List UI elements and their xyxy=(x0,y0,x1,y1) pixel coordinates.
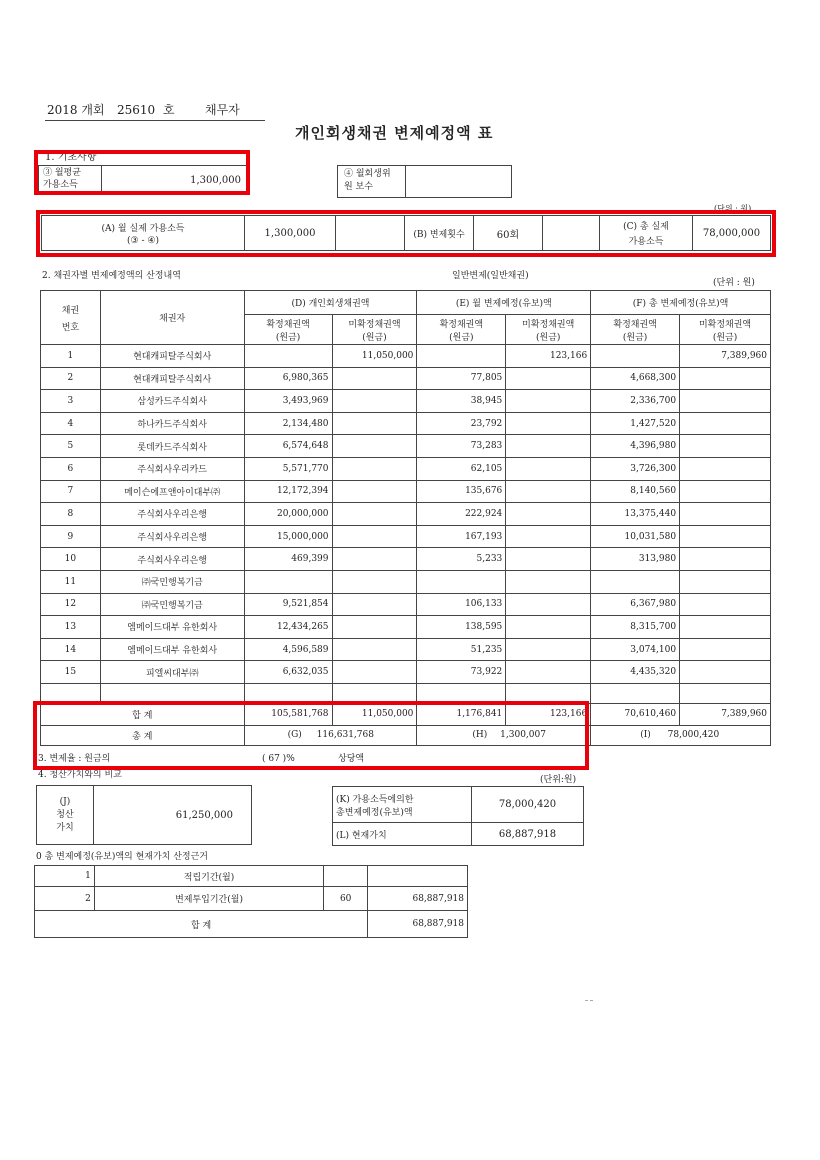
row-e-unfixed xyxy=(506,367,591,390)
creditor-rows xyxy=(41,345,771,704)
row-no: 9 xyxy=(41,525,101,548)
row-f-unfixed xyxy=(680,390,771,413)
row-creditor: 하나카드주식회사 xyxy=(100,412,244,435)
row-f-fixed: 2,336,700 xyxy=(591,390,680,413)
row-e-fixed xyxy=(417,345,506,368)
row-creditor: 주식회사우리은행 xyxy=(100,548,244,571)
sum-d-fixed: 105,581,768 xyxy=(244,703,332,725)
row-e-fixed: 73,283 xyxy=(417,435,506,458)
basis-total-value: 68,887,918 xyxy=(368,911,468,938)
table-row xyxy=(41,435,771,458)
row-f-unfixed xyxy=(680,683,771,703)
row-e-unfixed xyxy=(506,616,591,639)
row-d-unfixed xyxy=(332,616,417,639)
sum-label: 합 계 xyxy=(41,703,245,725)
monthly-income-label-2: 가용소득 xyxy=(43,180,78,190)
sum-d-unfixed: 11,050,000 xyxy=(332,703,417,725)
row-d-fixed: 2,134,480 xyxy=(244,412,332,435)
row-e-fixed: 5,233 xyxy=(417,548,506,571)
a-value: 1,300,000 xyxy=(245,216,336,251)
row-d-fixed: 12,434,265 xyxy=(244,616,332,639)
row-d-fixed: 4,596,589 xyxy=(244,638,332,661)
row-f-fixed: 3,074,100 xyxy=(591,638,680,661)
section4-heading: 4. 청산가치와의 비교 xyxy=(38,770,122,780)
rate-suffix: 상당액 xyxy=(338,754,365,764)
row-f-fixed: 3,726,300 xyxy=(591,457,680,480)
table-row xyxy=(41,661,771,684)
monthly-income-label: ③ 월평균 xyxy=(43,168,81,178)
k-label: (K) 가용소득에의한 총변제예정(유보)액 xyxy=(333,787,472,823)
sub-f-unfixed: 미확정채권액 (원금) xyxy=(680,315,771,345)
row-d-unfixed xyxy=(332,435,417,458)
row-no: 15 xyxy=(41,661,101,684)
table-row xyxy=(41,345,771,368)
row-f-fixed xyxy=(591,570,680,593)
col-creditor-header: 채권자 xyxy=(100,291,244,345)
unit-top: (단위 : 원) xyxy=(714,204,752,213)
row-e-unfixed xyxy=(506,525,591,548)
row-f-fixed xyxy=(591,683,680,703)
row-no: 13 xyxy=(41,616,101,639)
k-value: 78,000,420 xyxy=(472,787,584,823)
sub-d-unfixed: 미확정채권액 (원금) xyxy=(332,315,417,345)
row-no: 12 xyxy=(41,593,101,616)
row-d-fixed xyxy=(244,570,332,593)
row-e-fixed: 73,922 xyxy=(417,661,506,684)
row-e-unfixed xyxy=(506,503,591,526)
row-f-fixed: 4,435,320 xyxy=(591,661,680,684)
row-e-fixed: 106,133 xyxy=(417,593,506,616)
row-f-fixed: 10,031,580 xyxy=(591,525,680,548)
row-d-fixed: 6,574,648 xyxy=(244,435,332,458)
row-f-fixed: 6,367,980 xyxy=(591,593,680,616)
row-creditor: 메이슨에프앤아이대부㈜ xyxy=(100,480,244,503)
row-f-unfixed xyxy=(680,435,771,458)
row-no: 1 xyxy=(41,345,101,368)
trustee-fee-box xyxy=(337,165,512,198)
sum-e-fixed: 1,176,841 xyxy=(417,703,506,725)
trustee-fee-label: ④ 월회생위 xyxy=(344,169,391,179)
row-d-unfixed xyxy=(332,480,417,503)
row-d-unfixed xyxy=(332,661,417,684)
case-number: 25610 xyxy=(117,103,156,117)
basis-row2-no: 2 xyxy=(35,887,95,911)
row-no: 11 xyxy=(41,570,101,593)
row-creditor: 주식회사우리은행 xyxy=(100,525,244,548)
row-d-fixed xyxy=(244,345,332,368)
row-no: 7 xyxy=(41,480,101,503)
g-label: (G) xyxy=(287,730,302,741)
monthly-income-value: 1,300,000 xyxy=(190,175,241,186)
table-row xyxy=(41,480,771,503)
row-f-unfixed xyxy=(680,661,771,684)
basis-row2-months: 60 xyxy=(324,887,368,911)
repayment-rate: ( 67 )% xyxy=(262,754,295,764)
row-creditor: 피엘씨대부㈜ xyxy=(100,661,244,684)
sub-f-fixed: 확정채권액 (원금) xyxy=(591,315,680,345)
row-creditor: ㈜국민행복기금 xyxy=(100,593,244,616)
row-e-fixed: 62,105 xyxy=(417,457,506,480)
year-label: 2018 개회 xyxy=(47,103,105,117)
row-d-fixed: 5,571,770 xyxy=(244,457,332,480)
h-label: (H) xyxy=(472,730,488,741)
row-f-unfixed xyxy=(680,548,771,571)
i-label: (I) xyxy=(640,730,651,741)
l-value: 68,887,918 xyxy=(472,823,584,846)
table-row xyxy=(41,638,771,661)
row-f-fixed: 4,668,300 xyxy=(591,367,680,390)
case-suffix: 호 xyxy=(163,103,175,117)
a-label: (A) 월 실제 가용소득 (③ - ④) xyxy=(42,216,245,251)
table-row xyxy=(41,457,771,480)
creditor-table xyxy=(40,290,771,746)
table-row xyxy=(41,525,771,548)
row-e-unfixed xyxy=(506,412,591,435)
row-e-fixed: 135,676 xyxy=(417,480,506,503)
row-e-unfixed xyxy=(506,457,591,480)
row-creditor: 현대캐피탈주식회사 xyxy=(100,367,244,390)
row-d-fixed: 9,521,854 xyxy=(244,593,332,616)
table-row xyxy=(41,616,771,639)
col-d-header: (D) 개인회생채권액 xyxy=(244,291,417,315)
row-no: 3 xyxy=(41,390,101,413)
sum-f-unfixed: 7,389,960 xyxy=(680,703,771,725)
row-no: 2 xyxy=(41,367,101,390)
row-creditor: 엠메이드대부 유한회사 xyxy=(100,638,244,661)
table-row xyxy=(41,570,771,593)
debtor-label: 채무자 xyxy=(205,103,240,117)
row-d-unfixed xyxy=(332,412,417,435)
basis-row2-value: 68,887,918 xyxy=(368,887,468,911)
row-f-fixed xyxy=(591,345,680,368)
row-d-fixed: 12,172,394 xyxy=(244,480,332,503)
c-value: 78,000,000 xyxy=(693,216,771,251)
row-e-fixed: 167,193 xyxy=(417,525,506,548)
repayment-mode: 일반변제(일반채권) xyxy=(452,271,529,281)
row-e-fixed: 23,792 xyxy=(417,412,506,435)
h-value: 1,300,007 xyxy=(500,730,546,741)
j-label: (J) 청산 가치 xyxy=(37,786,94,845)
row-d-unfixed xyxy=(332,570,417,593)
row-d-unfixed xyxy=(332,593,417,616)
row-f-fixed: 13,375,440 xyxy=(591,503,680,526)
row-d-unfixed xyxy=(332,638,417,661)
row-f-unfixed xyxy=(680,457,771,480)
row-d-unfixed: 11,050,000 xyxy=(332,345,417,368)
table-row xyxy=(41,593,771,616)
row-e-unfixed xyxy=(506,593,591,616)
highlight-totals xyxy=(33,701,589,770)
row-no: 5 xyxy=(41,435,101,458)
row-f-fixed: 8,315,700 xyxy=(591,616,680,639)
row-no: 4 xyxy=(41,412,101,435)
sub-e-fixed: 확정채권액 (원금) xyxy=(417,315,506,345)
grand-i xyxy=(591,725,771,745)
row-f-fixed: 4,396,980 xyxy=(591,435,680,458)
c-label: (C) 총 실제 가용소득 xyxy=(600,216,693,251)
basis-row1-label: 적립기간(월) xyxy=(94,866,323,887)
row-e-fixed: 51,235 xyxy=(417,638,506,661)
highlight-monthly-income xyxy=(34,150,250,195)
row-e-unfixed xyxy=(506,548,591,571)
b-label: (B) 변제횟수 xyxy=(405,216,474,251)
l-label: (L) 현재가치 xyxy=(333,823,472,846)
row-d-unfixed xyxy=(332,390,417,413)
unit-section4: (단위:원) xyxy=(540,775,577,785)
basis-row2-label: 변제투입기간(월) xyxy=(94,887,323,911)
section1-heading: 1. 기초사항 xyxy=(45,152,97,163)
row-f-unfixed xyxy=(680,367,771,390)
row-f-fixed: 1,427,520 xyxy=(591,412,680,435)
row-e-unfixed xyxy=(506,570,591,593)
row-e-fixed: 138,595 xyxy=(417,616,506,639)
sub-d-fixed: 확정채권액 (원금) xyxy=(244,315,332,345)
col-f-header: (F) 총 변제예정(유보)액 xyxy=(591,291,771,315)
row-d-unfixed xyxy=(332,457,417,480)
row-e-fixed: 38,945 xyxy=(417,390,506,413)
table-row xyxy=(41,390,771,413)
row-d-unfixed xyxy=(332,525,417,548)
row-f-unfixed xyxy=(680,480,771,503)
header-underline xyxy=(45,120,265,121)
row-creditor: 주식회사우리은행 xyxy=(100,503,244,526)
row-creditor: 주식회사우리카드 xyxy=(100,457,244,480)
row-f-unfixed xyxy=(680,616,771,639)
row-e-unfixed xyxy=(506,435,591,458)
row-creditor: 삼성카드주식회사 xyxy=(100,390,244,413)
row-creditor: 현대캐피탈주식회사 xyxy=(100,345,244,368)
table-row xyxy=(41,367,771,390)
row-d-fixed: 6,980,365 xyxy=(244,367,332,390)
present-value-table xyxy=(332,786,584,846)
row-f-unfixed xyxy=(680,593,771,616)
table-row xyxy=(41,412,771,435)
row-e-fixed: 222,924 xyxy=(417,503,506,526)
row-f-unfixed xyxy=(680,638,771,661)
row-f-unfixed xyxy=(680,412,771,435)
table-row xyxy=(41,548,771,571)
row-f-unfixed xyxy=(680,503,771,526)
row-d-unfixed xyxy=(332,548,417,571)
liquidation-table xyxy=(36,785,252,845)
row-f-unfixed xyxy=(680,525,771,548)
basis-row1-no: 1 xyxy=(35,866,95,887)
i-value: 78,000,420 xyxy=(667,730,720,741)
row-e-fixed: 77,805 xyxy=(417,367,506,390)
unit-section2: (단위 : 원) xyxy=(713,278,755,288)
present-value-basis-table xyxy=(34,865,468,938)
col-no-header: 채권 번호 xyxy=(41,291,101,345)
row-e-fixed xyxy=(417,570,506,593)
row-d-fixed: 6,632,035 xyxy=(244,661,332,684)
row-d-fixed: 469,399 xyxy=(244,548,332,571)
row-creditor: ㈜국민행복기금 xyxy=(100,570,244,593)
sub-e-unfixed: 미확정채권액 (원금) xyxy=(506,315,591,345)
row-d-unfixed xyxy=(332,367,417,390)
row-f-unfixed: 7,389,960 xyxy=(680,345,771,368)
row-e-unfixed xyxy=(506,480,591,503)
row-no: 14 xyxy=(41,638,101,661)
row-f-unfixed xyxy=(680,570,771,593)
row-creditor: 엠메이드대부 유한회사 xyxy=(100,616,244,639)
row-e-unfixed: 123,166 xyxy=(506,345,591,368)
row-d-unfixed xyxy=(332,503,417,526)
sum-e-unfixed: 123,166 xyxy=(506,703,591,725)
j-value: 61,250,000 xyxy=(94,786,252,845)
row-f-fixed: 313,980 xyxy=(591,548,680,571)
row-d-fixed: 20,000,000 xyxy=(244,503,332,526)
row-f-fixed: 8,140,560 xyxy=(591,480,680,503)
trustee-fee-label-2: 원 보수 xyxy=(344,182,373,192)
row-e-unfixed xyxy=(506,390,591,413)
section3-label: 3. 변제율 : 원금의 xyxy=(38,754,111,764)
col-e-header: (E) 월 변제예정(유보)액 xyxy=(417,291,591,315)
table-row xyxy=(41,503,771,526)
g-value: 116,631,768 xyxy=(316,730,374,741)
b-value: 60회 xyxy=(474,216,543,251)
row-e-unfixed xyxy=(506,661,591,684)
row-e-unfixed xyxy=(506,638,591,661)
scan-mark xyxy=(585,1000,593,1001)
document-title: 개인회생채권 변제예정액 표 xyxy=(295,124,494,142)
row-no: 10 xyxy=(41,548,101,571)
row-no: 6 xyxy=(41,457,101,480)
basis-total-label: 합 계 xyxy=(35,911,368,938)
section2-heading: 2. 채권자별 변제예정액의 산정내역 xyxy=(42,271,181,281)
row-no: 8 xyxy=(41,503,101,526)
row-d-fixed: 15,000,000 xyxy=(244,525,332,548)
grand-label: 총 계 xyxy=(41,725,245,745)
section5-heading: 0 총 변제예정(유보)액의 현재가치 산정근거 xyxy=(36,852,208,862)
row-creditor: 롯데카드주식회사 xyxy=(100,435,244,458)
row-d-fixed: 3,493,969 xyxy=(244,390,332,413)
highlight-summary-row xyxy=(36,210,776,257)
sum-f-fixed: 70,610,460 xyxy=(591,703,680,725)
